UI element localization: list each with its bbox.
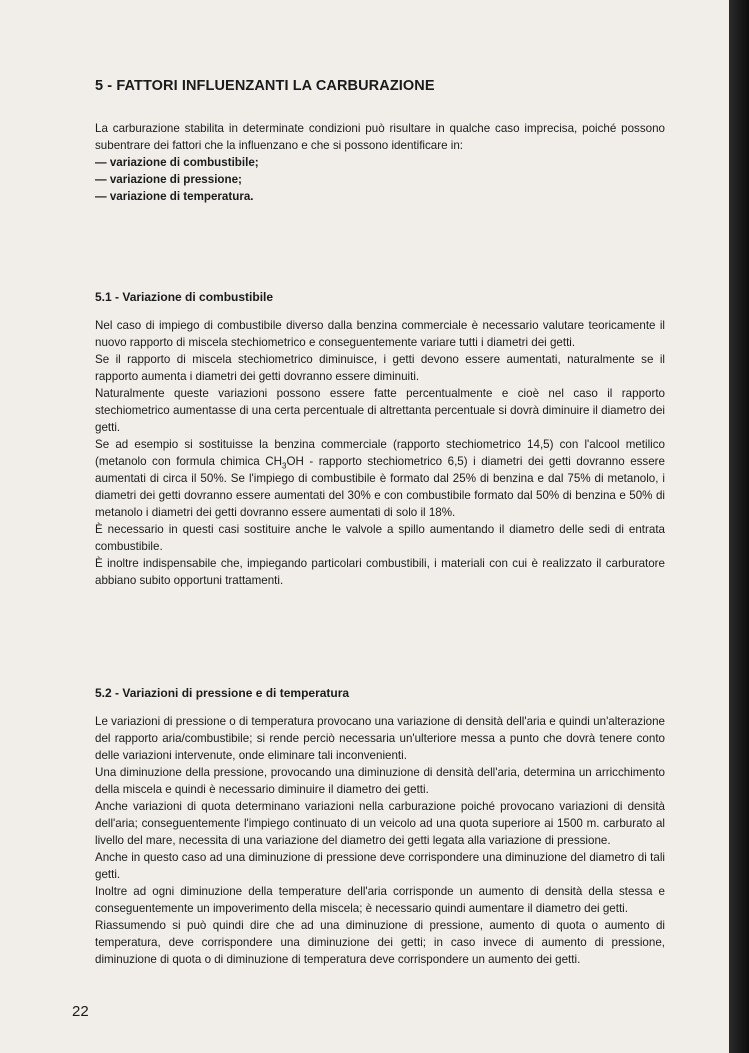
chapter-header xyxy=(95,78,665,205)
intro-paragraph: La carburazione stabilita in determinate condizioni può risultare in qualche caso imprecisa, poiché possono subentrare dei fattori che la influenzano e che si possono identificare in: xyxy=(95,122,665,152)
section-5-1-paragraph-4 xyxy=(95,436,665,521)
section-5-1 xyxy=(95,290,665,589)
formula-subscript: 3 xyxy=(281,461,287,471)
section-5-2-paragraph-2: Una diminuzione della pressione, provocando una diminuzione di densità dell'aria, determina un arricchimento della miscela e quindi è necessario diminuire il diametro dei getti. xyxy=(95,766,665,796)
section-5-2 xyxy=(95,686,665,968)
scan-edge xyxy=(729,0,749,1053)
section-5-1-paragraph-6: È inoltre indispensabile che, impiegando particolari combustibili, i materiali con cui è realizzato il carburatore abbiano subito opportuni trattamenti. xyxy=(95,557,665,587)
chapter-title: 5 - FATTORI INFLUENZANTI LA CARBURAZIONE xyxy=(95,78,435,94)
section-5-1-paragraph-3: Naturalmente queste variazioni possono essere fatte percentualmente e cioè nel caso il rapporto stechiometrico aumentasse di una certa percentuale di altrettanta percentuale si dovrà diminuire il diametro dei getti. xyxy=(95,387,665,434)
section-5-1-paragraph-2: Se il rapporto di miscela stechiometrico diminuisce, i getti devono essere aumentati, naturalmente se il rapporto aumenta i diametri dei getti dovranno essere diminuiti. xyxy=(95,353,665,383)
section-5-2-paragraph-6: Riassumendo si può quindi dire che ad una diminuzione di pressione, aumento di quota o aumento di temperatura, deve corrispondere una diminuzione dei getti; in caso invece di aumento di pressione, diminuzione di quota o di diminuzione di temperatura deve corrispondere un aumento dei getti. xyxy=(95,919,665,966)
section-5-1-paragraph-1: Nel caso di impiego di combustibile diverso dalla benzina commerciale è necessario valutare teoricamente il nuovo rapporto di miscela stechiometrico e conseguentemente variare tutti i diametri dei getti. xyxy=(95,319,665,349)
page-number: 22 xyxy=(72,1003,89,1020)
section-5-2-paragraph-5: Inoltre ad ogni diminuzione della temperature dell'aria corrisponde un aumento di densità della stessa e conseguentemente un impoverimento della miscela; è necessario quindi aumentare il diametro dei getti. xyxy=(95,885,665,915)
section-5-2-heading: 5.2 - Variazioni di pressione e di temperatura xyxy=(95,686,350,700)
factor-item-temperatura: — variazione di temperatura. xyxy=(95,190,254,203)
factor-item-pressione: — variazione di pressione; xyxy=(95,173,242,186)
section-5-2-paragraph-1: Le variazioni di pressione o di temperatura provocano una variazione di densità dell'aria e quindi un'alterazione del rapporto aria/combustibile; si rende perciò necessaria un'ulteriore messa a punto che dovrà tenere conto delle variazioni intervenute, onde eliminare tali inconvenienti. xyxy=(95,715,665,762)
section-5-1-paragraph-5: È necessario in questi casi sostituire anche le valvole a spillo aumentando il diametro delle sedi di entrata combustibile. xyxy=(95,523,665,553)
section-5-2-paragraph-4: Anche in questo caso ad una diminuzione di pressione deve corrispondere una diminuzione del diametro di tali getti. xyxy=(95,851,665,881)
paragraph-4-part-a: Se ad esempio si sostituisse la benzina commerciale (rapporto stechiometrico 14,5) con l'alcool metilico (metanolo con formula chimica CH xyxy=(95,438,665,468)
factor-list xyxy=(95,154,665,205)
section-5-1-heading: 5.1 - Variazione di combustibile xyxy=(95,290,274,304)
paragraph-4-part-b: OH - rapporto stechiometrico 6,5) i diametri dei getti dovranno essere aumentati di circa il 50%. Se l'impiego di combustibile è formato dal 25% di benzina e dal 75% di metanolo, i diametri dei getti dovranno essere aumentati del 30% e con combustibile formato dal 50% di benzina e 50% di metanolo i diametri dei getti dovranno essere aumentati di solo il 18%. xyxy=(95,455,665,519)
section-5-2-paragraph-3: Anche variazioni di quota determinano variazioni nella carburazione poiché provocano variazioni di densità dell'aria; conseguentemente l'impiego continuato di un veicolo ad una quota superiore ai 1500 m. carburato al livello del mare, necessita di una variazione del diametro dei getti legata alla variazione di pressione. xyxy=(95,800,665,847)
factor-item-combustibile: — variazione di combustibile; xyxy=(95,156,259,169)
